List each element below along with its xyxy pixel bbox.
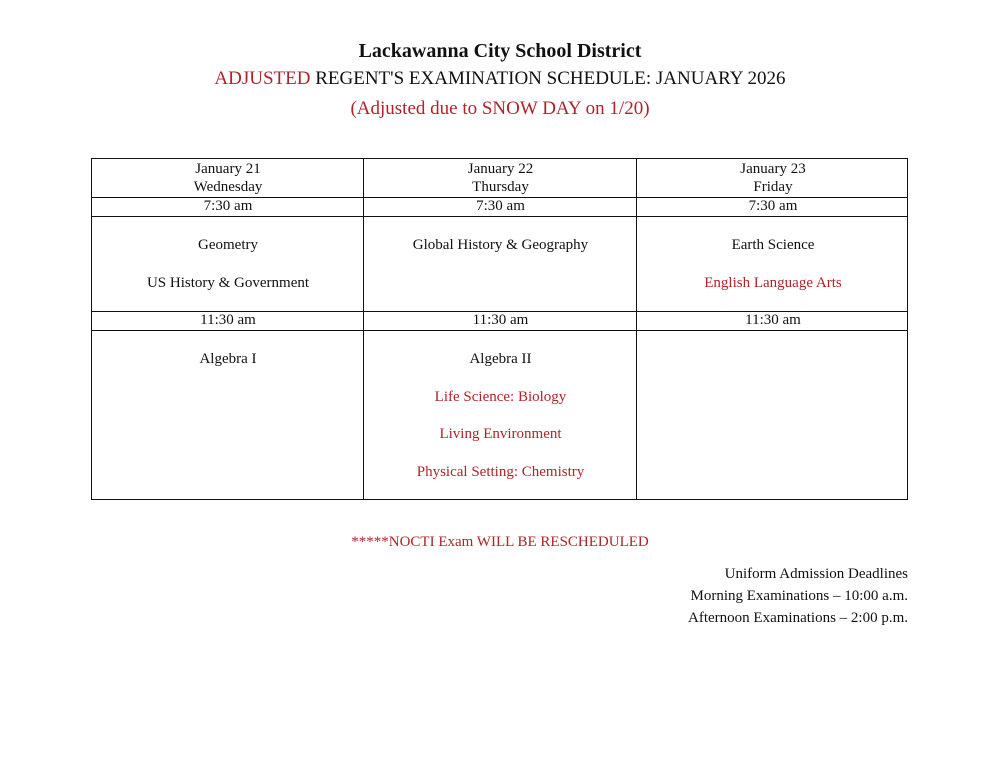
column-date: January 22 — [467, 161, 534, 177]
afternoon-time: 11:30 am — [472, 312, 529, 328]
schedule-title-text: REGENT'S EXAMINATION SCHEDULE: JANUARY 2026 — [315, 68, 786, 89]
column-day: Wednesday — [193, 179, 263, 195]
exam-item: Global History & Geography — [412, 237, 589, 253]
exam-item: English Language Arts — [704, 274, 842, 291]
morning-time: 7:30 am — [203, 198, 253, 214]
exam-item: Earth Science — [731, 237, 815, 253]
exam-item: Geometry — [198, 237, 258, 253]
morning-time: 7:30 am — [748, 198, 798, 214]
afternoon-time: 11:30 am — [200, 312, 256, 328]
district-title: Lackawanna City School District — [358, 40, 642, 62]
adjusted-label: ADJUSTED — [214, 68, 311, 89]
column-day: Friday — [753, 179, 793, 195]
nocti-notice: *****NOCTI Exam WILL BE RESCHEDULED — [351, 534, 649, 550]
column-day: Thursday — [472, 179, 529, 195]
exam-item: US History & Government — [146, 274, 310, 291]
exam-item: Algebra I — [199, 351, 257, 367]
deadlines-title: Uniform Admission Deadlines — [724, 566, 908, 582]
schedule-title — [0, 68, 1000, 90]
exam-item: Living Environment — [439, 426, 562, 443]
exam-item: Life Science: Biology — [434, 388, 567, 405]
exam-schedule-table — [91, 158, 908, 500]
exam-item: Physical Setting: Chemistry — [416, 464, 585, 481]
deadline-morning: Morning Examinations – 10:00 a.m. — [690, 588, 908, 604]
deadline-afternoon: Afternoon Examinations – 2:00 p.m. — [688, 610, 908, 626]
row-divider — [92, 330, 907, 331]
exam-item: Algebra II — [469, 351, 532, 367]
column-date: January 23 — [740, 161, 806, 177]
afternoon-time: 11:30 am — [745, 312, 801, 328]
row-divider — [92, 216, 907, 217]
morning-time: 7:30 am — [476, 198, 525, 214]
adjustment-note: (Adjusted due to SNOW DAY on 1/20) — [350, 98, 650, 119]
column-date: January 21 — [195, 161, 261, 177]
